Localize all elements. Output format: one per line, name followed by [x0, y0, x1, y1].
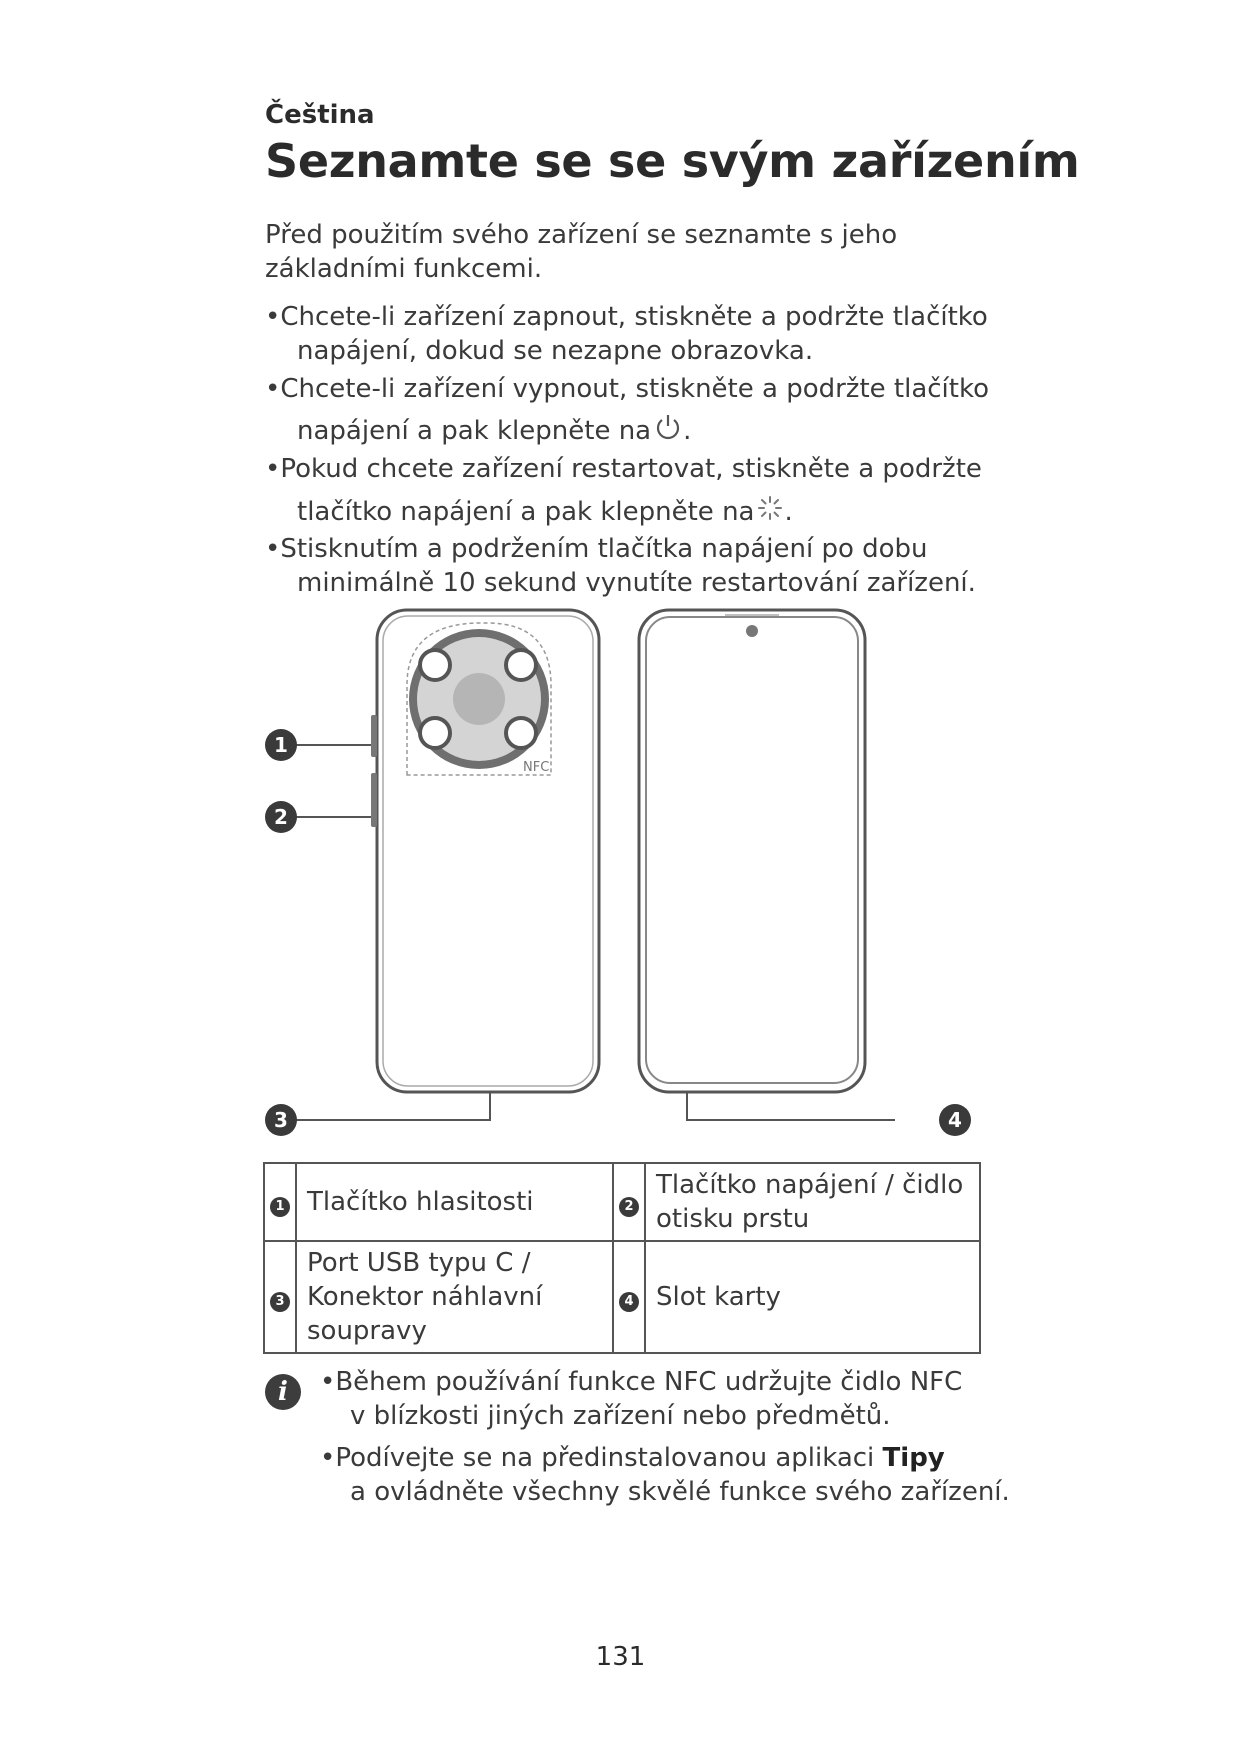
bullet-power-on-line1: •Chcete-li zařízení zapnout, stiskněte a podržte tlačítko — [265, 302, 988, 332]
note-nfc-line2: v blízkosti jiných zařízení nebo předmětů. — [350, 1401, 891, 1431]
camera-lens — [420, 650, 450, 680]
camera-lens — [506, 650, 536, 680]
bullet-power-off-text: napájení a pak klepněte na — [297, 416, 652, 446]
camera-lens — [420, 718, 450, 748]
device-diagram-svg — [255, 605, 995, 1145]
svg-text:1: 1 — [274, 733, 288, 757]
bullet-restart-text: tlačítko napájení a pak klepněte na — [297, 497, 755, 527]
part-number: 3 — [270, 1292, 290, 1312]
note-tips-line2: a ovládněte všechny skvělé funkce svého zařízení. — [350, 1477, 1010, 1507]
nfc-label: NFC — [523, 760, 550, 775]
bullet-force-restart-line1: •Stisknutím a podržením tlačítka napájení po dobu — [265, 534, 928, 564]
part-number: 4 — [619, 1292, 639, 1312]
device-diagram — [255, 605, 995, 1149]
part-label: Tlačítko hlasitosti — [296, 1163, 613, 1241]
tips-app-name: Tipy — [882, 1443, 945, 1473]
bullet-power-on-line2: napájení, dokud se nezapne obrazovka. — [297, 336, 814, 366]
page-title: Seznamte se se svým zařízením — [265, 134, 1080, 188]
note-nfc-line1: •Během používání funkce NFC udržujte čidlo NFC — [320, 1367, 963, 1397]
bullet-power-off-line2 — [297, 412, 691, 451]
svg-text:3: 3 — [274, 1108, 288, 1132]
language-heading: Čeština — [265, 100, 375, 130]
part-number-cell — [613, 1163, 645, 1241]
volume-button — [371, 715, 377, 757]
part-label: Tlačítko napájení / čidlo otisku prstu — [645, 1163, 980, 1241]
phone-front — [639, 610, 865, 1092]
bullet-restart-line2 — [297, 494, 793, 531]
intro-paragraph: Před použitím svého zařízení se seznamte s jeho základními funkcemi. — [265, 220, 898, 284]
page-number: 131 — [595, 1642, 646, 1672]
bullet-power-off-line1: •Chcete-li zařízení vypnout, stiskněte a podržte tlačítko — [265, 374, 990, 404]
svg-text:2: 2 — [274, 805, 288, 829]
part-label: Port USB typu C / Konektor náhlavní soupravy — [296, 1241, 613, 1353]
callout-1 — [265, 729, 297, 761]
notes-section — [320, 1365, 1020, 1509]
part-label: Slot karty — [645, 1241, 980, 1353]
front-camera — [746, 625, 758, 637]
phone-back — [371, 610, 599, 1092]
callout-3 — [265, 1104, 297, 1136]
part-number-cell — [264, 1163, 296, 1241]
part-number-cell — [613, 1241, 645, 1353]
table-row — [264, 1241, 980, 1353]
bullet-restart-suffix: . — [784, 497, 793, 527]
bullet-power-off-suffix: . — [683, 416, 692, 446]
restart-icon — [756, 494, 784, 531]
part-number-cell — [264, 1241, 296, 1353]
callout-4 — [939, 1104, 971, 1136]
power-button — [371, 773, 377, 827]
bullet-force-restart-line2: minimálně 10 sekund vynutíte restartování zařízení. — [297, 568, 976, 598]
camera-lens — [506, 718, 536, 748]
part-number: 1 — [270, 1197, 290, 1217]
power-icon — [653, 412, 683, 451]
table-row — [264, 1163, 980, 1241]
svg-text:4: 4 — [948, 1108, 962, 1132]
note-tips-line1 — [320, 1441, 1020, 1475]
parts-table — [263, 1162, 981, 1354]
note-tips-text: •Podívejte se na předinstalovanou aplikaci — [320, 1443, 875, 1473]
info-icon: i — [265, 1374, 301, 1410]
part-number: 2 — [619, 1197, 639, 1217]
callout-2 — [265, 801, 297, 833]
bullet-restart-line1: •Pokud chcete zařízení restartovat, stiskněte a podržte — [265, 454, 982, 484]
